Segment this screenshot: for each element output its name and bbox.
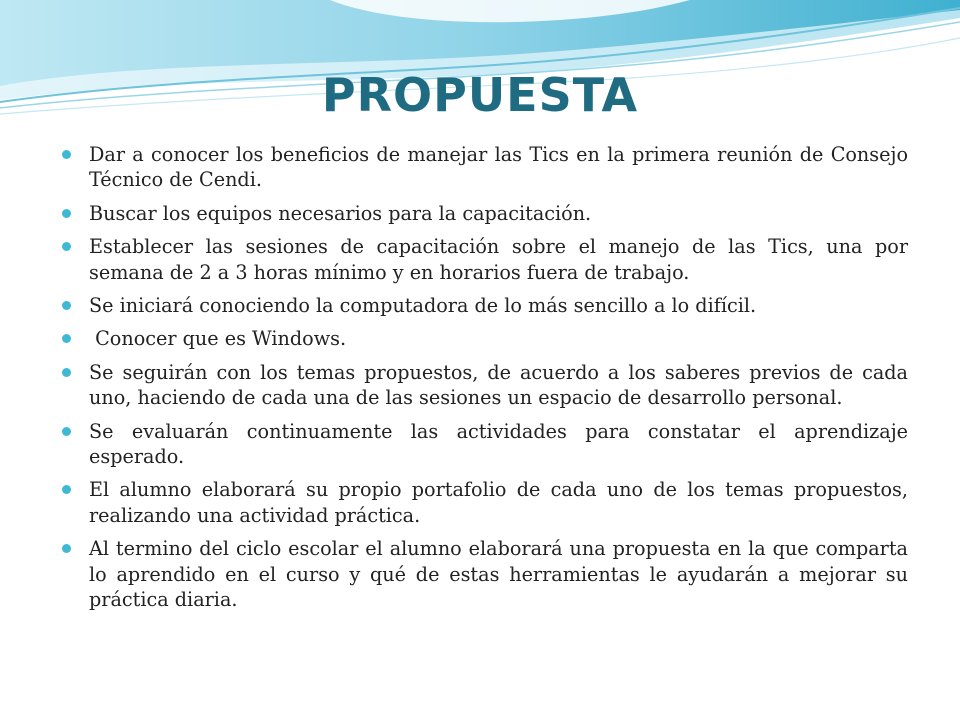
- bullet-dot-icon: [62, 150, 71, 159]
- bullet-text: Buscar los equipos necesarios para la capacitación.: [89, 201, 592, 225]
- slide-title: PROPUESTA: [321, 68, 639, 122]
- bullet-item: [62, 360, 908, 411]
- bullet-text: Se iniciará conociendo la computadora de lo más sencillo a lo difícil.: [89, 294, 757, 318]
- bullet-item: [62, 234, 908, 285]
- bullet-text: Establecer las sesiones de capacitación sobre el manejo de las Tics, una por semana de 2 a 3 horas mínimo y en horarios fuera de trabajo.: [89, 235, 908, 284]
- bullet-item: [62, 293, 908, 318]
- bullet-dot-icon: [62, 485, 71, 494]
- bullet-text: Conocer que es Windows.: [89, 327, 347, 351]
- bullet-text: El alumno elaborará su propio portafolio de cada uno de los temas propuestos, realizando una actividad práctica.: [89, 478, 908, 527]
- bullet-item: [62, 477, 908, 528]
- bullet-dot-icon: [62, 209, 71, 218]
- bullet-item: [62, 419, 908, 470]
- bullet-text: Se evaluarán continuamente las actividades para constatar el aprendizaje esperado.: [89, 419, 908, 469]
- bullet-item: [62, 326, 908, 351]
- bullet-item: [62, 201, 908, 226]
- bullet-dot-icon: [62, 368, 71, 377]
- bullet-dot-icon: [62, 242, 71, 251]
- bullet-dot-icon: [62, 334, 71, 343]
- bullet-dot-icon: [62, 427, 71, 436]
- bullet-item: [62, 142, 908, 193]
- bullet-text: Se seguirán con los temas propuestos, de acuerdo a los saberes previos de cada uno, haciendo de cada una de las sesiones un espacio de desarrollo personal.: [89, 360, 908, 410]
- bullet-text: Al termino del ciclo escolar el alumno elaborará una propuesta en la que comparta lo aprendido en el curso y qué de estas herramientas le ayudarán a mejorar su práctica diaria.: [89, 537, 908, 612]
- bullet-text: Dar a conocer los beneficios de manejar las Tics en la primera reunión de Consejo Técnico de Cendi.: [89, 143, 908, 192]
- bullet-item: [62, 536, 908, 612]
- bullet-list: [62, 142, 908, 621]
- bullet-dot-icon: [62, 301, 71, 310]
- bullet-dot-icon: [62, 544, 71, 553]
